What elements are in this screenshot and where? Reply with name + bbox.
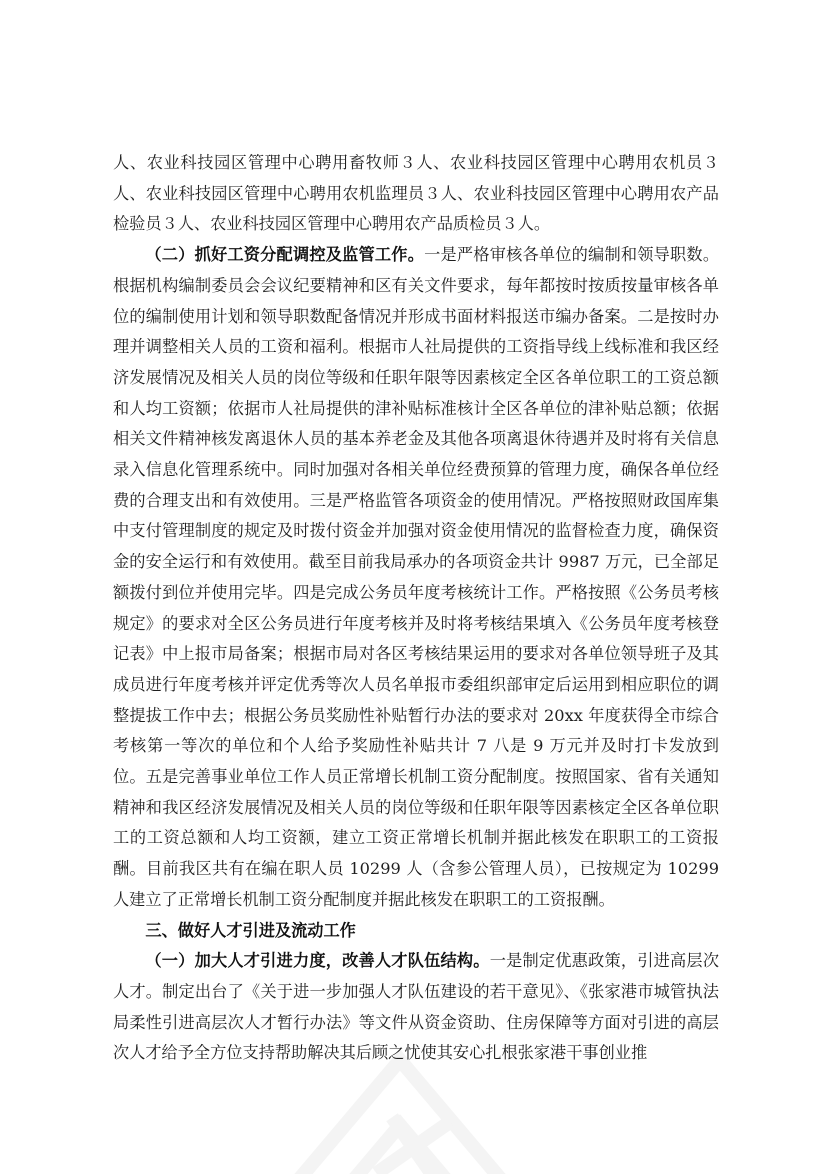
paragraph-wage-distribution bbox=[113, 240, 719, 915]
paragraph-talent-body: 一是制定优惠政策，引进高层次人才。制定出台了《关于进一步加强人才队伍建设的若干意见》、《张家港市城管执法局柔性引进高层次人才暂行办法》等文件从资金资助、住房保障等方面对引进的高层次人才给予全方位支持帮助解决其后顾之忧使其安心扎根张家港干事创业推 bbox=[113, 951, 720, 1063]
subsection-heading-talent: （一）加大人才引进力度，改善人才队伍结构。 bbox=[145, 951, 490, 971]
document-body bbox=[113, 148, 719, 1069]
subsection-heading-wage: （二）抓好工资分配调控及监管工作。 bbox=[145, 245, 425, 265]
paragraph-wage-body: 一是严格审核各单位的编制和领导职数。根据机构编制委员会会议纪要精神和区有关文件要求，每年都按时按质按量审核各单位的编制使用计划和领导职数配备情况并形成书面材料报送市编办备案。二是按时办理并调整相关人员的工资和福利。根据市人社局提供的工资指导线上线标准和我区经济发展情况及相关人员的岗位等级和任职年限等因素核定全区各单位职工的工资总额和人均工资额；依据市人社局提供的津补贴标准核计全区各单位的津补贴总额；依据相关文件精神核发离退休人员的基本养老金及其他各项离退休待遇并及时将有关信息录入信息化管理系统中。同时加强对各相关单位经费预算的管理力度，确保各单位经费的合理支出和有效使用。三是严格监管各项资金的使用情况。严格按照财政国库集中支付管理制度的规定及时拨付资金并加强对资金使用情况的监督检查力度，确保资金的安全运行和有效使用。截至目前我局承办的各项资金共计 9987 万元，已全部足额拨付到位并使用完毕。四是完成公务员年度考核统计工作。严格按照《公务员考核规定》的要求对全区公务员进行年度考核并及时将考核结果填入《公务员年度考核登记表》中上报市局备案；根据市局对各区考核结果运用的要求对各单位领导班子及其成员进行年度考核并评定优秀等次人员名单报市委组织部审定后运用到相应职位的调整提拔工作中去；根据公务员奖励性补贴暂行办法的要求对 20xx 年度获得全市综合考核第一等次的单位和个人给予奖励性补贴共计 7 八是 9 万元并及时打卡发放到位。五是完善事业单位工作人员正常增长机制工资分配制度。按照国家、省有关通知精神和我区经济发展情况及相关人员的岗位等级和任职年限等因素核定全区各单位职工的工资总额和人均工资额，建立工资正常增长机制并据此核发在职职工的工资报酬。目前我区共有在编在职人员 10299 人（含参公管理人员），已按规定为 10299 人建立了正常增长机制工资分配制度并据此核发在职职工的工资报酬。 bbox=[113, 245, 720, 909]
paragraph-continued-staff-list: 人、农业科技园区管理中心聘用畜牧师３人、农业科技园区管理中心聘用农机员３人、农业科技园区管理中心聘用农机监理员３人、农业科技园区管理中心聘用农产品检验员３人、农业科技园区管理中心聘用农产品质检员３人。 bbox=[113, 153, 719, 234]
section-heading-talent: 三、做好人才引进及流动工作 bbox=[145, 920, 356, 940]
paragraph-talent-introduction bbox=[113, 946, 719, 1069]
